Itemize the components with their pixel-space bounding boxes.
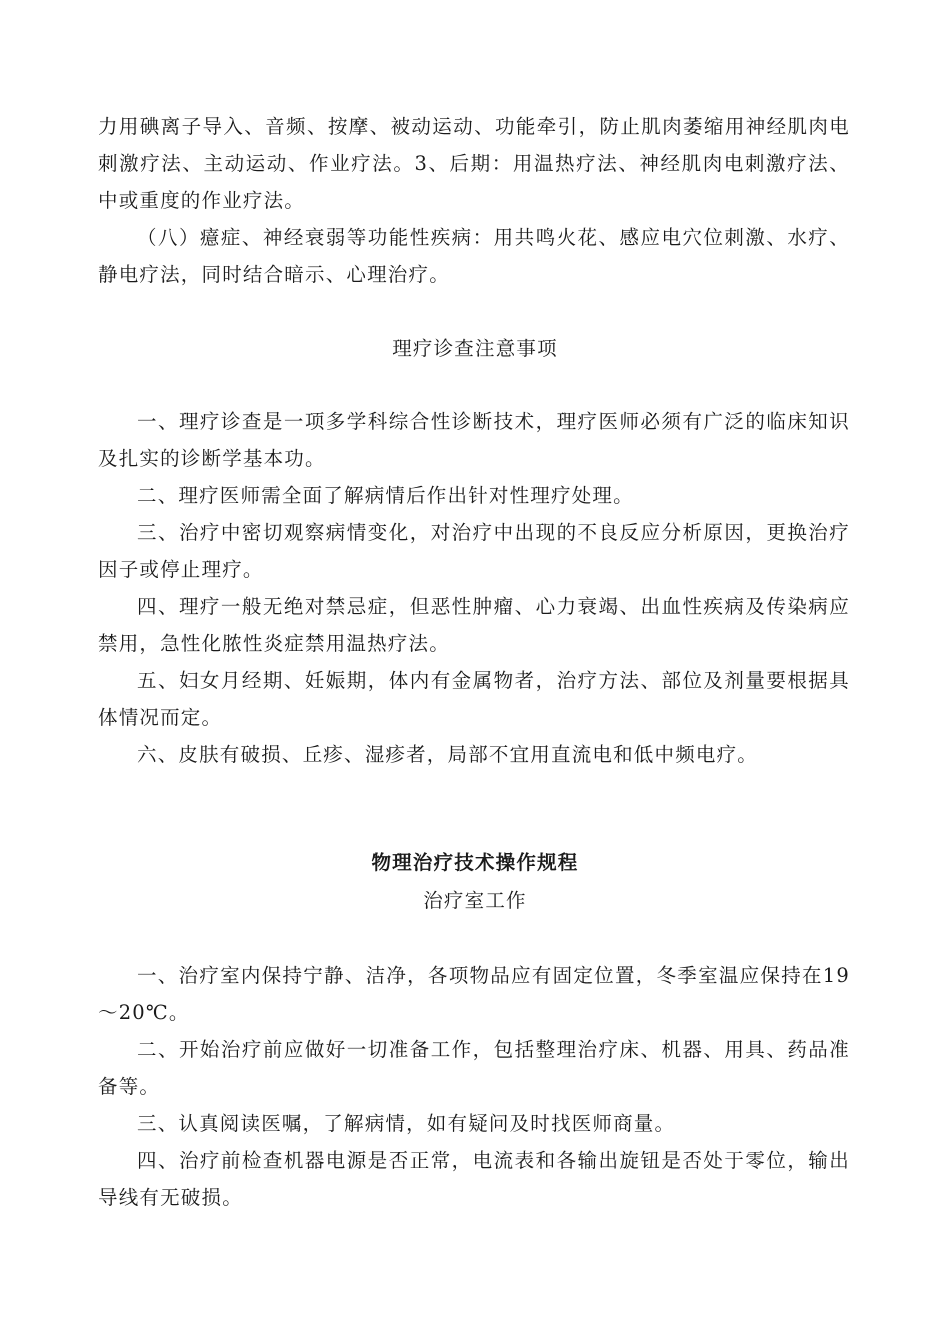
precaution-item-1: 一、理疗诊查是一项多学科综合性诊断技术，理疗医师必须有广泛的临床知识及扎实的诊断学基本功。 (98, 410, 850, 470)
precaution-item-3: 三、治疗中密切观察病情变化，对治疗中出现的不良反应分析原因，更换治疗因子或停止理疗。 (98, 521, 850, 581)
procedure-item-1: 一、治疗室内保持宁静、洁净，各项物品应有固定位置，冬季室温应保持在19～20℃。 (98, 964, 850, 1024)
precaution-item-5: 五、妇女月经期、妊娠期，体内有金属物者，治疗方法、部位及剂量要根据具体情况而定。 (98, 669, 850, 729)
paragraph-continuation: 力用碘离子导入、音频、按摩、被动运动、功能牵引，防止肌肉萎缩用神经肌肉电刺激疗法、主动运动、作业疗法。3、后期：用温热疗法、神经肌肉电刺激疗法、中或重度的作业疗法。 (98, 115, 850, 212)
section-subtitle-treatment-room: 治疗室工作 (423, 889, 527, 912)
precaution-item-4: 四、理疗一般无绝对禁忌症，但恶性肿瘤、心力衰竭、出血性疾病及传染病应禁用，急性化脓性炎症禁用温热疗法。 (98, 595, 850, 655)
precaution-item-6: 六、皮肤有破损、丘疹、湿疹者，局部不宜用直流电和低中频电疗。 (137, 743, 759, 766)
procedure-item-3: 三、认真阅读医嘱，了解病情，如有疑问及时找医师商量。 (137, 1112, 676, 1135)
section-title-procedures: 物理治疗技术操作规程 (371, 851, 579, 874)
procedure-item-4: 四、治疗前检查机器电源是否正常，电流表和各输出旋钮是否处于零位，输出导线有无破损。 (98, 1149, 850, 1209)
precaution-item-2: 二、理疗医师需全面了解病情后作出针对性理疗处理。 (137, 484, 634, 507)
procedure-item-2: 二、开始治疗前应做好一切准备工作，包括整理治疗床、机器、用具、药品准备等。 (98, 1038, 850, 1098)
section-heading-precautions: 理疗诊查注意事项 (392, 337, 558, 360)
paragraph-functional-disease: （八）癔症、神经衰弱等功能性疾病：用共鸣火花、感应电穴位刺激、水疗、静电疗法，同时结合暗示、心理治疗。 (98, 226, 850, 286)
